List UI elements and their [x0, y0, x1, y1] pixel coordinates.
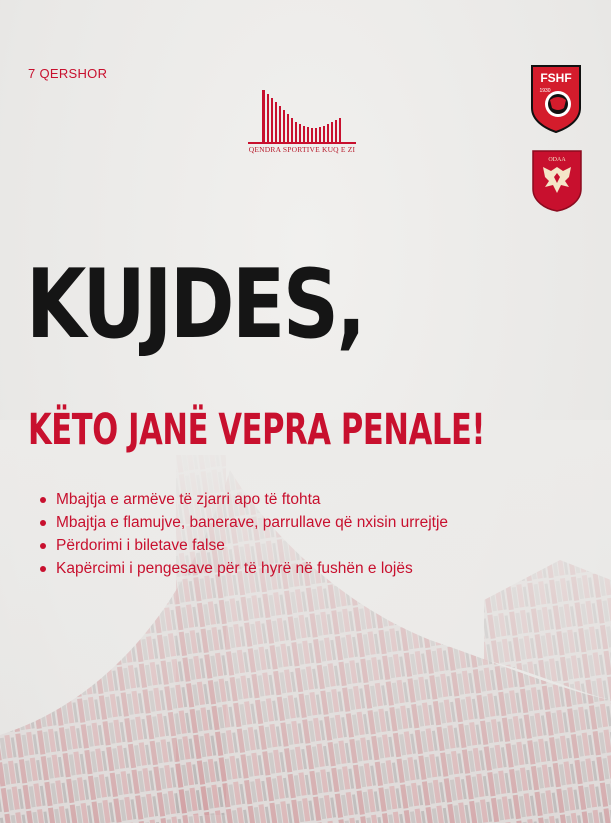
list-item-text: Mbajtja e armëve të zjarri apo të ftohta: [56, 491, 321, 508]
club-crest-logo: [531, 149, 583, 213]
subheadline: KËTO JANË VEPRA PENALE!: [28, 405, 486, 455]
offenses-list: [40, 488, 448, 580]
list-item: [40, 511, 448, 534]
club-logo-text: ODAA: [548, 157, 566, 163]
fshf-logo-text: FSHF: [540, 71, 572, 85]
list-item: [40, 557, 448, 580]
list-item-text: Mbajtja e flamujve, banerave, parrullave që nxisin urrejtje: [56, 514, 449, 531]
list-item: [40, 534, 448, 557]
venue-name: QENDRA SPORTIVE KUQ E ZI: [248, 145, 356, 154]
bullet-icon: [40, 543, 46, 549]
bullet-icon: [40, 566, 46, 572]
event-date: 7 QERSHOR: [28, 66, 108, 81]
fshf-crest-logo: [530, 64, 582, 134]
list-item-text: Përdorimi i biletave false: [56, 537, 225, 554]
headline: KUJDES,: [26, 250, 364, 360]
list-item: [40, 488, 448, 511]
fshf-logo-year: 1930: [539, 88, 551, 94]
list-item-text: Kapërcimi i pengesave për të hyrë në fushën e lojës: [56, 560, 413, 577]
venue-logo: [240, 86, 365, 168]
bullet-icon: [40, 520, 46, 526]
bullet-icon: [40, 497, 46, 503]
